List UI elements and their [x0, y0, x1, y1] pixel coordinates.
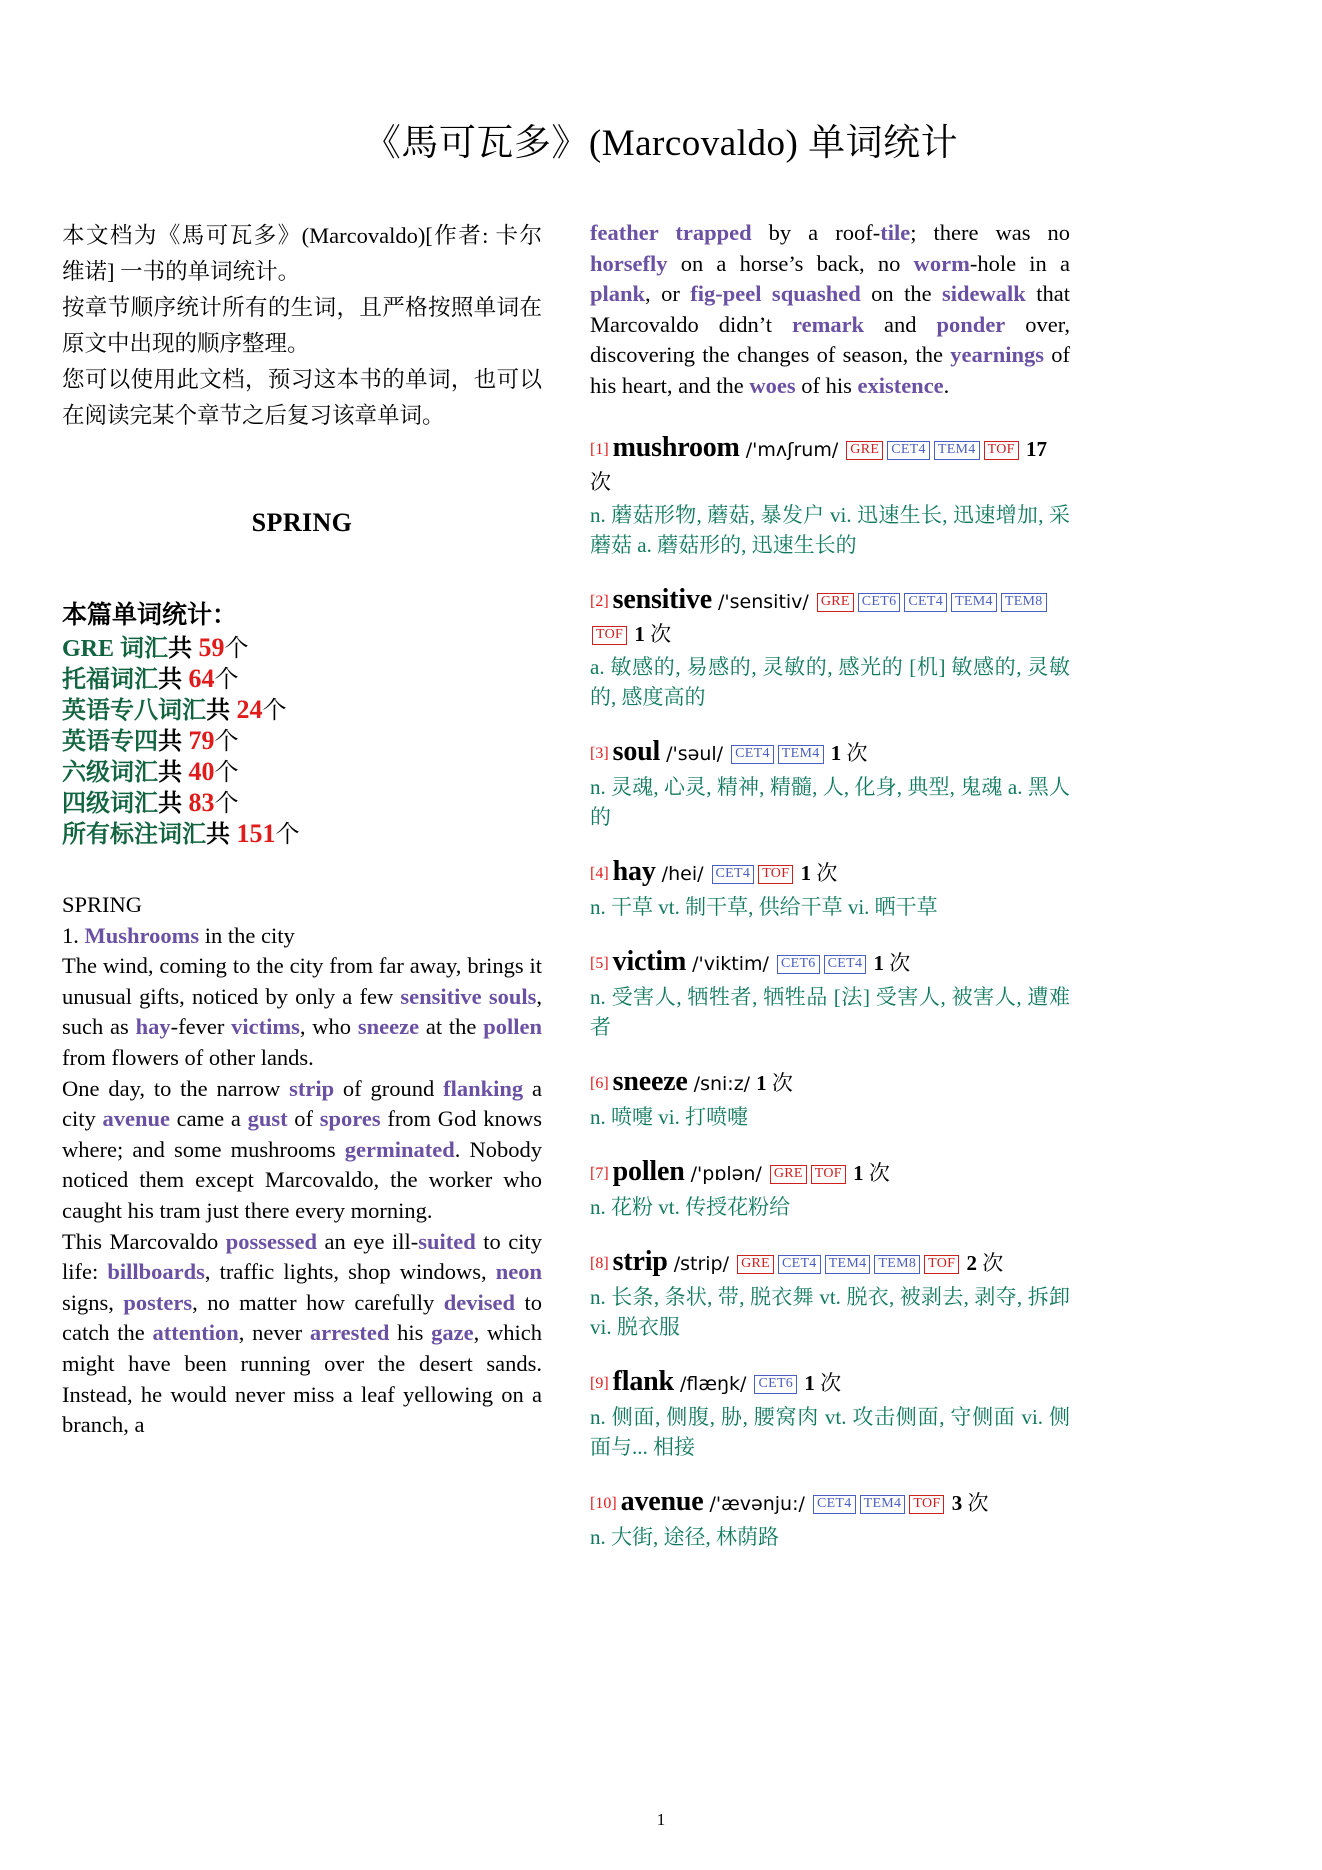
body-paragraph: [62, 951, 542, 1073]
stat-unit: 个: [214, 667, 239, 693]
stat-count: 83: [182, 788, 215, 817]
vocab-highlight: pollen: [483, 1014, 542, 1040]
stat-connector: 共: [206, 822, 230, 848]
stat-count: 40: [182, 757, 215, 786]
plain-text: an eye ill-: [317, 1228, 419, 1254]
plain-text: signs,: [62, 1289, 124, 1315]
vocab-highlight: tile: [880, 220, 911, 245]
occurrence-count: 1: [868, 950, 885, 975]
vocab-highlight: neon: [495, 1259, 542, 1285]
plain-text: , never: [238, 1320, 310, 1346]
exam-tag-badge: GRE: [737, 1255, 774, 1274]
entry-index: [3]: [590, 744, 613, 762]
right-column: [590, 218, 1070, 1552]
vocab-highlight: strip: [289, 1075, 335, 1101]
occurrence-count: 1: [799, 1370, 815, 1395]
occurrence-unit: 次: [977, 1250, 1004, 1275]
page-title: 《馬可瓦多》(Marcovaldo) 单词统计: [363, 123, 959, 164]
plain-text: his: [389, 1320, 432, 1346]
vocabulary-entry: [590, 1066, 1070, 1132]
vocab-highlight: gaze: [431, 1320, 474, 1346]
vocab-highlight: feather trapped: [590, 220, 752, 245]
stat-label: 四级词汇: [62, 791, 158, 817]
plain-text: , such as: [62, 983, 542, 1040]
exam-tag-badge: TOF: [924, 1255, 959, 1274]
plain-text: , no matter how carefully: [192, 1289, 444, 1315]
exam-tag-badge: TEM4: [951, 593, 997, 612]
stat-unit: 个: [214, 791, 239, 817]
entry-word: mushroom: [612, 431, 740, 463]
exam-tag-badge: TEM4: [825, 1255, 871, 1274]
vocab-highlight: posters: [123, 1289, 193, 1315]
plain-text: to city life:: [62, 1228, 542, 1285]
occurrence-unit: 次: [590, 469, 611, 494]
chapter-title-highlight: Mushrooms: [84, 922, 200, 948]
vocabulary-entry: [590, 1366, 1070, 1462]
entry-word: pollen: [612, 1155, 685, 1187]
plain-text: .: [943, 372, 950, 398]
entry-pronunciation: /'ævənju:/: [703, 1492, 811, 1515]
plain-text: on a horse’s back, no: [667, 250, 914, 276]
plain-text: -hole in a: [969, 250, 1071, 276]
plain-text: , or: [645, 281, 691, 307]
stat-label: 所有标注词汇: [62, 822, 206, 848]
continued-paragraph: [590, 218, 1070, 402]
intro-line: 您可以使用此文档，预习这本书的单词，也可以在阅读完某个章节之后复习该章单词。: [62, 367, 542, 428]
vocab-highlight: gust: [247, 1106, 288, 1132]
entry-word: flank: [612, 1365, 674, 1397]
entry-header: [590, 1486, 1070, 1520]
vocab-highlight: suited: [418, 1228, 476, 1254]
entry-pronunciation: /'pɒlən/: [684, 1162, 768, 1185]
stat-row: [62, 695, 542, 726]
stats-rows: [62, 633, 542, 850]
stat-count: 64: [182, 664, 215, 693]
stat-count: 79: [182, 726, 215, 755]
entry-header: [590, 1066, 1070, 1100]
entry-pronunciation: /'sensitiv/: [711, 590, 815, 613]
exam-tag-badge: GRE: [770, 1165, 807, 1184]
entry-header: [590, 1156, 1070, 1190]
stat-label: 六级词汇: [62, 760, 158, 786]
vocabulary-entry: [590, 1246, 1070, 1342]
occurrence-count: 17: [1020, 436, 1047, 461]
exam-tag-badge: TEM4: [778, 745, 824, 764]
vocabulary-entry: [590, 1156, 1070, 1222]
exam-tag-badge: CET4: [824, 955, 867, 974]
entry-word: sneeze: [612, 1065, 688, 1097]
stat-connector: 共: [158, 760, 182, 786]
entry-index: [1]: [590, 440, 613, 458]
chapter-number: 1.: [62, 922, 79, 948]
entry-definition: n. 花粉 vt. 传授花粉给: [590, 1194, 791, 1219]
vocab-highlight: avenue: [102, 1106, 170, 1132]
vocabulary-entry: [590, 584, 1070, 712]
occurrence-count: 2: [961, 1250, 978, 1275]
plain-text: of his: [795, 372, 858, 398]
stat-unit: 个: [214, 760, 239, 786]
occurrence-count: 1: [756, 1070, 767, 1095]
plain-text: from flowers of other lands.: [62, 1044, 314, 1070]
entry-pronunciation: /'səul/: [660, 742, 730, 765]
vocab-highlight: flanking: [443, 1075, 524, 1101]
plain-text: . Nobody noticed them except Marcovaldo, the worker who caught his tram just there every morning.: [62, 1136, 542, 1223]
vocab-highlight: ponder: [936, 311, 1006, 337]
stat-row: [62, 819, 542, 850]
vocab-highlight: germinated: [344, 1136, 455, 1162]
stat-unit: 个: [214, 729, 239, 755]
vocabulary-entry: [590, 432, 1070, 560]
vocabulary-entry: [590, 946, 1070, 1042]
plain-text: from God knows where; and some mushrooms: [62, 1106, 542, 1162]
chapter-label: SPRING: [62, 892, 143, 917]
exam-tag-badge: TEM8: [874, 1255, 920, 1274]
exam-tag-badge: TOF: [984, 441, 1019, 460]
chapter-heading: [62, 921, 542, 952]
entry-word: soul: [612, 735, 661, 767]
entry-index: [7]: [590, 1164, 613, 1182]
exam-tag-badge: CET6: [754, 1375, 797, 1394]
occurrence-count: 1: [795, 860, 812, 885]
plain-text: to catch the: [62, 1289, 542, 1346]
plain-text: One day, to the narrow: [62, 1075, 290, 1101]
plain-text: that Marcovaldo didn’t: [590, 281, 1070, 337]
entry-header: [590, 1366, 1070, 1400]
plain-text: ; there was no: [910, 220, 1071, 245]
plain-text: came a: [169, 1106, 248, 1132]
stat-row: [62, 633, 542, 664]
stat-row: [62, 664, 542, 695]
vocab-highlight: billboards: [107, 1259, 205, 1285]
vocab-highlight: woes: [749, 372, 796, 398]
entry-definition: n. 干草 vt. 制干草, 供给干草 vi. 晒干草: [590, 894, 938, 919]
plain-text: , which might have been running over the desert sands. Instead, he would never miss a leaf yellowing on a branch, a: [62, 1320, 543, 1438]
entry-pronunciation: /'mʌʃrum/: [739, 438, 845, 461]
exam-tag-badge: GRE: [846, 441, 883, 460]
two-column-layout: [0, 218, 1322, 1552]
stats-heading: 本篇单词统计：: [62, 602, 238, 629]
plain-text: , who: [299, 1014, 358, 1040]
entry-index: [2]: [590, 592, 613, 610]
stat-label: 英语专四: [62, 729, 158, 755]
stat-row: [62, 788, 542, 819]
entry-index: [10]: [590, 1494, 621, 1512]
section-title: SPRING: [251, 508, 353, 537]
page-number: 1: [656, 1810, 666, 1829]
entry-header: [590, 1246, 1070, 1280]
stat-unit: 个: [275, 822, 300, 848]
vocab-highlight: arrested: [309, 1320, 390, 1346]
entry-pronunciation: /'viktim/: [686, 952, 775, 975]
plain-text: and: [864, 311, 937, 337]
plain-text: of ground: [334, 1075, 444, 1101]
exam-tag-badge: TOF: [592, 626, 627, 645]
stat-connector: 共: [158, 791, 182, 817]
exam-tag-badge: TOF: [909, 1495, 944, 1514]
entry-word: avenue: [620, 1485, 704, 1517]
left-column: [62, 218, 542, 1552]
stat-label: GRE 词汇: [62, 636, 169, 662]
entry-definition: n. 大街, 途径, 林荫路: [590, 1524, 779, 1549]
vocab-highlight: hay: [135, 1014, 171, 1040]
plain-text: The wind, coming to the city from far away, brings it unusual gifts, noticed by only a few: [62, 953, 542, 1009]
occurrence-unit: 次: [863, 1160, 890, 1185]
plain-text: -fever: [170, 1014, 232, 1040]
stat-row: [62, 726, 542, 757]
occurrence-unit: 次: [884, 950, 911, 975]
entry-pronunciation: /sni:z/: [687, 1072, 757, 1095]
stat-count: 24: [230, 695, 263, 724]
entry-definition: n. 受害人, 牺牲者, 牺牲品 [法] 受害人, 被害人, 遭难者: [590, 984, 1070, 1039]
stat-count: 59: [192, 633, 225, 662]
intro-block: [62, 218, 542, 434]
entry-word: hay: [612, 855, 656, 887]
entry-definition: n. 侧面, 侧腹, 胁, 腰窝肉 vt. 攻击侧面, 守侧面 vi. 侧面与... 相接: [590, 1404, 1070, 1459]
stat-unit: 个: [262, 698, 287, 724]
exam-tag-badge: TEM8: [1001, 593, 1047, 612]
entry-pronunciation: /hei/: [655, 862, 710, 885]
occurrence-unit: 次: [841, 740, 868, 765]
exam-tag-badge: CET6: [858, 593, 901, 612]
exam-tag-badge: TOF: [811, 1165, 846, 1184]
body-paragraph: [62, 1074, 542, 1227]
exam-tag-badge: CET4: [712, 865, 755, 884]
vocab-highlight: sensitive souls: [400, 983, 537, 1009]
plain-text: of his heart, and the: [590, 342, 1070, 398]
entry-index: [6]: [590, 1074, 613, 1092]
stats-block: [62, 600, 542, 850]
paragraph-list: [62, 951, 542, 1441]
stat-connector: 共: [206, 698, 230, 724]
stat-connector: 共: [158, 667, 182, 693]
entry-definition: a. 敏感的, 易感的, 灵敏的, 感光的 [机] 敏感的, 灵敏的, 感度高的: [590, 654, 1070, 709]
intro-line: 按章节顺序统计所有的生词，且严格按照单词在原文中出现的顺序整理。: [62, 295, 542, 356]
vocab-highlight: remark: [792, 311, 865, 337]
entry-index: [4]: [590, 864, 613, 882]
exam-tag-badge: CET4: [731, 745, 774, 764]
vocab-highlight: fig-peel squashed: [690, 281, 861, 307]
chapter-title-rest: in the city: [204, 922, 295, 948]
entry-header: [590, 856, 1070, 890]
vocab-highlight: attention: [152, 1320, 239, 1346]
vocab-highlight: plank: [590, 281, 646, 307]
entry-pronunciation: /strip/: [667, 1252, 736, 1275]
vocab-highlight: worm: [913, 250, 970, 276]
exam-tag-badge: CET6: [777, 955, 820, 974]
vocab-highlight: existence: [857, 372, 944, 398]
exam-tag-badge: CET4: [904, 593, 947, 612]
vocab-highlight: possessed: [225, 1228, 317, 1254]
plain-text: by a roof-: [751, 220, 881, 245]
vocab-highlight: sneeze: [357, 1014, 420, 1040]
occurrence-unit: 次: [814, 1370, 842, 1395]
occurrence-unit: 次: [644, 621, 672, 646]
vocabulary-entry: [590, 736, 1070, 832]
stat-connector: 共: [168, 636, 193, 662]
entry-index: [9]: [590, 1374, 613, 1392]
entry-index: [8]: [590, 1254, 613, 1272]
plain-text: over, discovering the changes of season, the: [590, 311, 1070, 368]
entry-definition: n. 灵魂, 心灵, 精神, 精髓, 人, 化身, 典型, 鬼魂 a. 黑人的: [590, 774, 1070, 829]
entry-index: [5]: [590, 954, 613, 972]
vocabulary-entry: [590, 1486, 1070, 1552]
body-paragraph: [62, 1227, 542, 1441]
stat-connector: 共: [158, 729, 182, 755]
exam-tag-badge: TOF: [758, 865, 793, 884]
stat-unit: 个: [224, 636, 249, 662]
intro-line: 本文档为《馬可瓦多》(Marcovaldo)[作者: 卡尔维诺] 一书的单词统计。: [62, 223, 542, 284]
occurrence-unit: 次: [811, 860, 838, 885]
occurrence-count: 1: [847, 1160, 864, 1185]
vocab-highlight: yearnings: [950, 342, 1044, 368]
vocab-highlight: sidewalk: [942, 281, 1026, 307]
entry-definition: n. 蘑菇形物, 蘑菇, 暴发户 vi. 迅速生长, 迅速增加, 采蘑菇 a. 蘑菇形的, 迅速生长的: [590, 502, 1070, 557]
stat-label: 英语专八词汇: [62, 698, 206, 724]
plain-text: at the: [419, 1014, 484, 1040]
entry-definition: n. 喷嚏 vi. 打喷嚏: [590, 1104, 749, 1129]
occurrence-count: 3: [946, 1490, 963, 1515]
vocab-highlight: victims: [231, 1014, 300, 1040]
entry-word: strip: [612, 1245, 668, 1277]
exam-tag-badge: GRE: [817, 593, 854, 612]
chapter-body: [62, 890, 542, 1441]
exam-tag-badge: CET4: [778, 1255, 821, 1274]
occurrence-unit: 次: [766, 1070, 793, 1095]
occurrence-unit: 次: [962, 1490, 989, 1515]
entry-definition: n. 长条, 条状, 带, 脱衣舞 vt. 脱衣, 被剥去, 剥夺, 拆卸 vi. 脱衣服: [590, 1284, 1070, 1339]
vocab-highlight: horsefly: [590, 250, 668, 276]
entry-word: victim: [612, 945, 687, 977]
entry-header: [590, 432, 1070, 498]
exam-tag-badge: TEM4: [860, 1495, 906, 1514]
entry-header: [590, 584, 1070, 650]
entry-pronunciation: /flæŋk/: [673, 1372, 753, 1395]
exam-tag-badge: CET4: [813, 1495, 856, 1514]
vocab-highlight: devised: [443, 1289, 516, 1315]
occurrence-count: 1: [629, 621, 645, 646]
occurrence-count: 1: [825, 740, 842, 765]
plain-text: on the: [860, 281, 943, 307]
entry-header: [590, 736, 1070, 770]
plain-text: This Marcovaldo: [62, 1228, 226, 1254]
plain-text: of: [287, 1106, 320, 1132]
vocab-highlight: spores: [319, 1106, 381, 1132]
plain-text: a city: [62, 1075, 542, 1132]
entry-header: [590, 946, 1070, 980]
vocabulary-entry-list: [590, 432, 1070, 1552]
plain-text: , traffic lights, shop windows,: [204, 1259, 496, 1285]
vocabulary-entry: [590, 856, 1070, 922]
stat-row: [62, 757, 542, 788]
exam-tag-badge: CET4: [887, 441, 930, 460]
entry-word: sensitive: [612, 583, 712, 615]
stat-count: 151: [230, 819, 276, 848]
exam-tag-badge: TEM4: [934, 441, 980, 460]
stat-label: 托福词汇: [62, 667, 158, 693]
